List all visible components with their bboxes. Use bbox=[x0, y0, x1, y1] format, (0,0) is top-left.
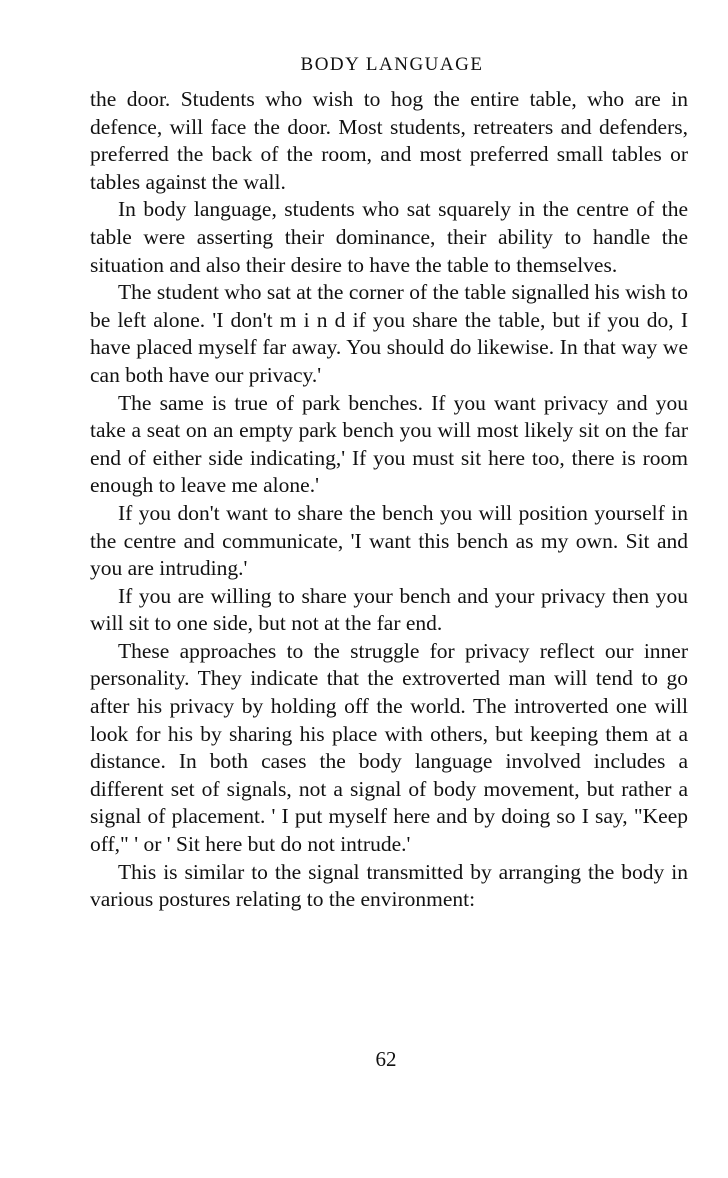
paragraph-5: If you don't want to share the bench you will position yourself in the centre and communicate, 'I want this bench as my own. Sit and you are intruding.' bbox=[90, 500, 688, 581]
paragraph-4: The same is true of park benches. If you want privacy and you take a seat on an empty park bench you will most likely sit on the far end of either side indicating,' If you must sit here too, there is room enough to leave me alone.' bbox=[90, 390, 688, 498]
paragraph-7: These approaches to the struggle for privacy reflect our inner personality. They indicate that the extroverted man will tend to go after his privacy by holding off the world. The introverted one will look for his by sharing his place with others, but keeping them at a distance. In both cases the body language involved includes a different set of signals, not a signal of body movement, but rather a signal of placement. ' I put myself here and by doing so I say, "Keep off," ' or ' Sit here but do not intrude.' bbox=[90, 638, 688, 857]
paragraph-3: The student who sat at the corner of the table signalled his wish to be left alone. 'I don't m i n d if you share the table, but if you do, I have placed myself far away. You should do likewise. In that way we can both have our privacy.' bbox=[90, 280, 688, 387]
paragraph-1: the door. Students who wish to hog the entire table, who are in defence, will face the door. Most students, retreaters and defenders, preferred the back of the room, and most preferred small tables or tables against the wall. bbox=[90, 87, 688, 194]
paragraph-6: If you are willing to share your bench and your privacy then you will sit to one side, but not at the far end. bbox=[90, 583, 688, 636]
page-number: 62 bbox=[375, 1047, 397, 1071]
body-text bbox=[90, 86, 688, 914]
paragraph-8: This is similar to the signal transmitted by arranging the body in various postures relating to the environment: bbox=[90, 859, 688, 912]
running-head: BODY LANGUAGE bbox=[300, 54, 484, 75]
paragraph-2: In body language, students who sat squarely in the centre of the table were asserting their dominance, their ability to handle the situation and also their desire to have the table to themselves. bbox=[90, 197, 688, 277]
